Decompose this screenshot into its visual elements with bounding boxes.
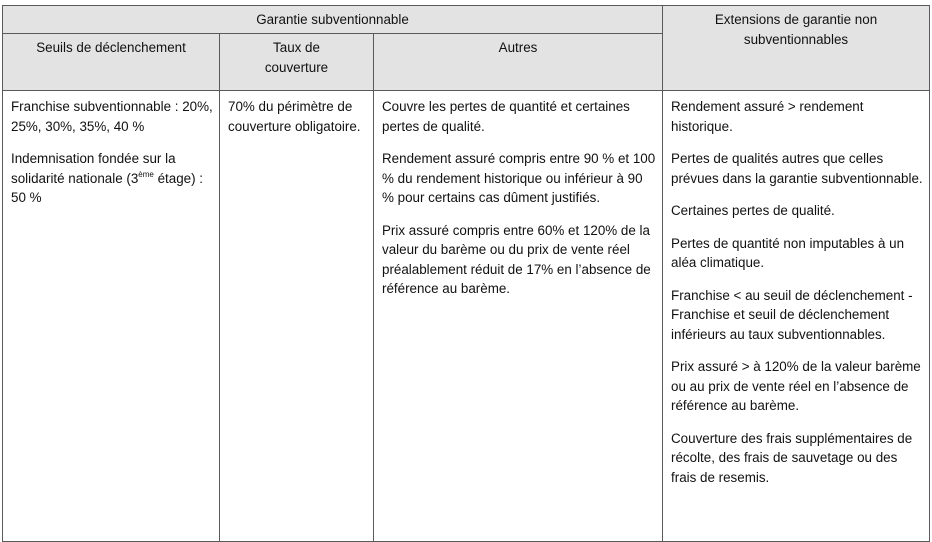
- extensions-paragraph: Couverture des frais supplémentaires de récolte, des frais de sauvetage ou des frais de resemis.: [671, 430, 913, 485]
- seuils-text-before: Indemnisation fondée sur la solidarité nationale (3: [11, 151, 176, 186]
- extensions-paragraph: Prix assuré > à 120% de la valeur barème ou au prix de vente réel en l’absence de référence au barème.: [671, 359, 921, 413]
- autres-paragraph: Rendement assuré compris entre 90 % et 100 % du rendement historique ou inférieur à 90 % pour certains cas dûment justifiés.: [382, 151, 656, 205]
- autres-header-label: Autres: [498, 40, 538, 55]
- extensions-paragraph: Pertes de quantité non imputables à un aléa climatique.: [671, 235, 905, 270]
- autres-paragraph: Couvre les pertes de quantité et certaines pertes de qualité.: [382, 99, 630, 134]
- extensions-header-cell: [663, 6, 930, 91]
- taux-header-cell: [220, 34, 374, 91]
- seuils-header-cell: [3, 34, 220, 91]
- extensions-paragraph: Certaines pertes de qualité.: [671, 203, 835, 218]
- taux-cell: [220, 91, 374, 542]
- taux-header-label: Taux de couverture: [264, 40, 329, 75]
- autres-header-cell: [374, 34, 663, 91]
- autres-paragraph: Prix assuré compris entre 60% et 120% de la valeur du barème ou du prix de vente réel préalablement réduit de 17% en l’absence de référence au barème.: [382, 222, 651, 296]
- seuils-paragraph: Franchise subventionnable : 20%, 25%, 30%, 35%, 40 %: [11, 99, 213, 134]
- taux-paragraph: 70% du périmètre de couverture obligatoire.: [228, 99, 361, 134]
- guarantee-table: [2, 5, 930, 542]
- extensions-paragraph: Franchise < au seuil de déclenchement - Franchise et seuil de déclenchement inférieurs au taux subventionnables.: [671, 287, 913, 342]
- seuils-cell: [3, 91, 220, 542]
- autres-cell: [374, 91, 663, 542]
- group-header-label: Garantie subventionnable: [256, 11, 409, 27]
- extensions-cell: [663, 91, 930, 542]
- seuils-paragraph: [11, 149, 213, 208]
- extensions-paragraph: Pertes de qualités autres que celles prévues dans la garantie subventionnable.: [671, 151, 923, 186]
- extensions-paragraph: Rendement assuré > rendement historique.: [671, 99, 864, 134]
- group-header-cell: [3, 6, 663, 34]
- extensions-header-label: Extensions de garantie non subventionnables: [714, 12, 878, 47]
- seuils-text-after: étage) : 50 %: [11, 170, 203, 205]
- seuils-superscript: ème: [138, 169, 154, 179]
- seuils-header-label: Seuils de déclenchement: [36, 40, 186, 55]
